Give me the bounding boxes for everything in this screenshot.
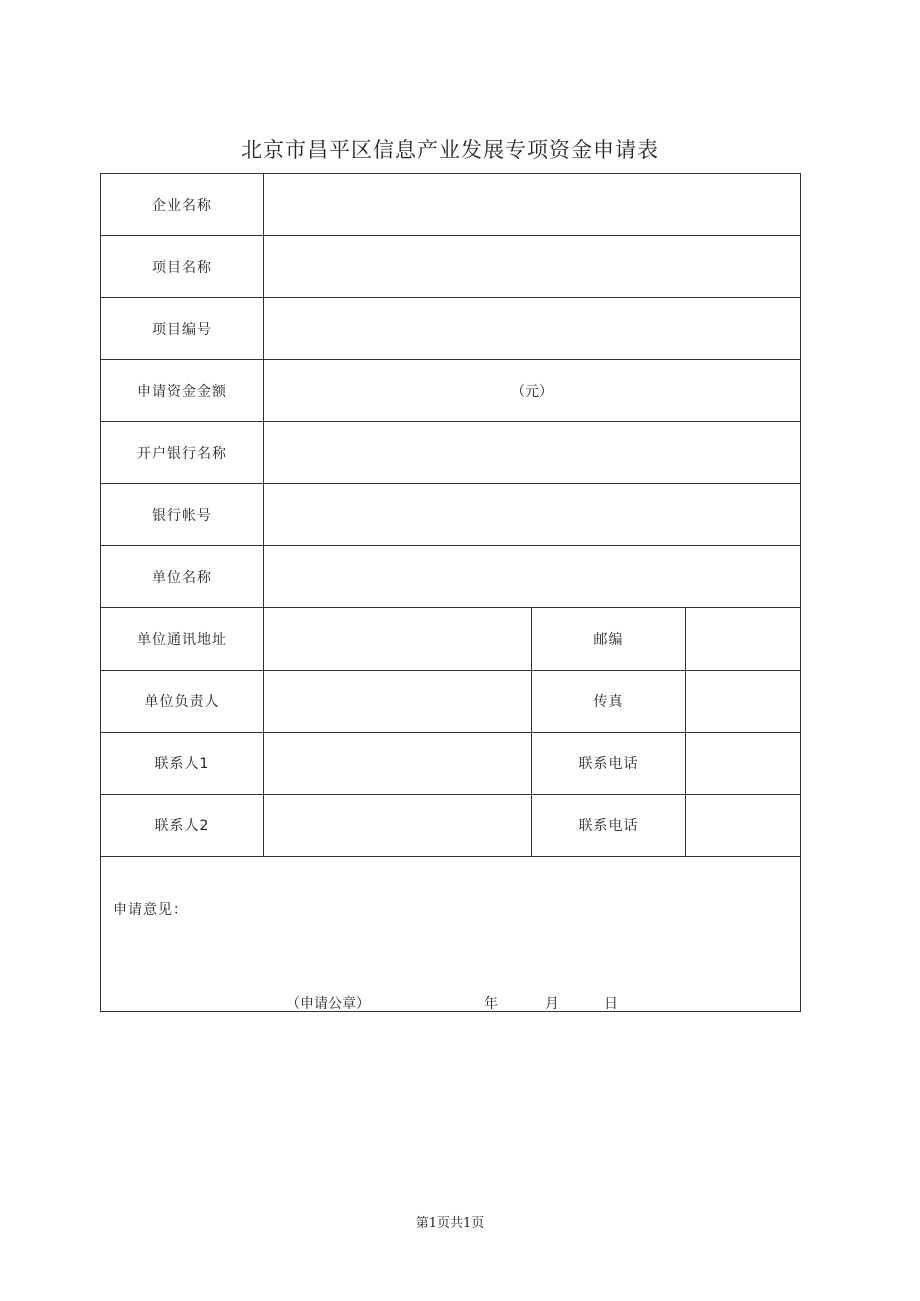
person-in-charge-label: 单位负责人: [101, 670, 264, 732]
project-name-label: 项目名称: [101, 236, 264, 298]
page-title: 北京市昌平区信息产业发展专项资金申请表: [241, 138, 659, 162]
phone1-field[interactable]: [686, 732, 801, 794]
table-row: [101, 856, 801, 1011]
table-row: [101, 422, 801, 484]
table-row: [101, 794, 801, 856]
company-name-field[interactable]: [264, 174, 801, 236]
person-in-charge-field[interactable]: [264, 670, 532, 732]
amount-label: 申请资金金额: [101, 360, 264, 422]
unit-name-field[interactable]: [264, 546, 801, 608]
table-row: [101, 484, 801, 546]
table-row: [101, 670, 801, 732]
phone2-field[interactable]: [686, 794, 801, 856]
phone2-label: 联系电话: [532, 794, 686, 856]
month-label: 月: [545, 995, 559, 1012]
project-number-label: 项目编号: [101, 298, 264, 360]
unit-name-label: 单位名称: [101, 546, 264, 608]
bank-name-label: 开户银行名称: [101, 422, 264, 484]
opinion-label: 申请意见：: [113, 901, 188, 918]
table-row: [101, 608, 801, 670]
table-row: [101, 732, 801, 794]
day-label: 日: [604, 995, 618, 1012]
amount-field[interactable]: [264, 360, 801, 422]
postcode-label: 邮编: [532, 608, 686, 670]
fax-label: 传真: [532, 670, 686, 732]
application-form-table: [100, 173, 801, 1012]
table-row: [101, 546, 801, 608]
amount-unit: （元）: [511, 383, 553, 400]
contact1-field[interactable]: [264, 732, 532, 794]
bank-name-field[interactable]: [264, 422, 801, 484]
company-name-label: 企业名称: [101, 174, 264, 236]
contact2-label: 联系人2: [101, 794, 264, 856]
bank-account-label: 银行帐号: [101, 484, 264, 546]
phone1-label: 联系电话: [532, 732, 686, 794]
project-number-field[interactable]: [264, 298, 801, 360]
table-row: [101, 236, 801, 298]
table-row: [101, 298, 801, 360]
table-row: [101, 174, 801, 236]
address-field[interactable]: [264, 608, 532, 670]
contact1-label: 联系人1: [101, 732, 264, 794]
opinion-field[interactable]: [101, 856, 801, 1011]
bank-account-field[interactable]: [264, 484, 801, 546]
postcode-field[interactable]: [686, 608, 801, 670]
fax-field[interactable]: [686, 670, 801, 732]
table-row: [101, 360, 801, 422]
contact2-field[interactable]: [264, 794, 532, 856]
seal-label: （申请公章）: [286, 995, 370, 1012]
project-name-field[interactable]: [264, 236, 801, 298]
address-label: 单位通讯地址: [101, 608, 264, 670]
year-label: 年: [484, 995, 498, 1012]
page-footer: 第1页共1页: [415, 1216, 485, 1231]
